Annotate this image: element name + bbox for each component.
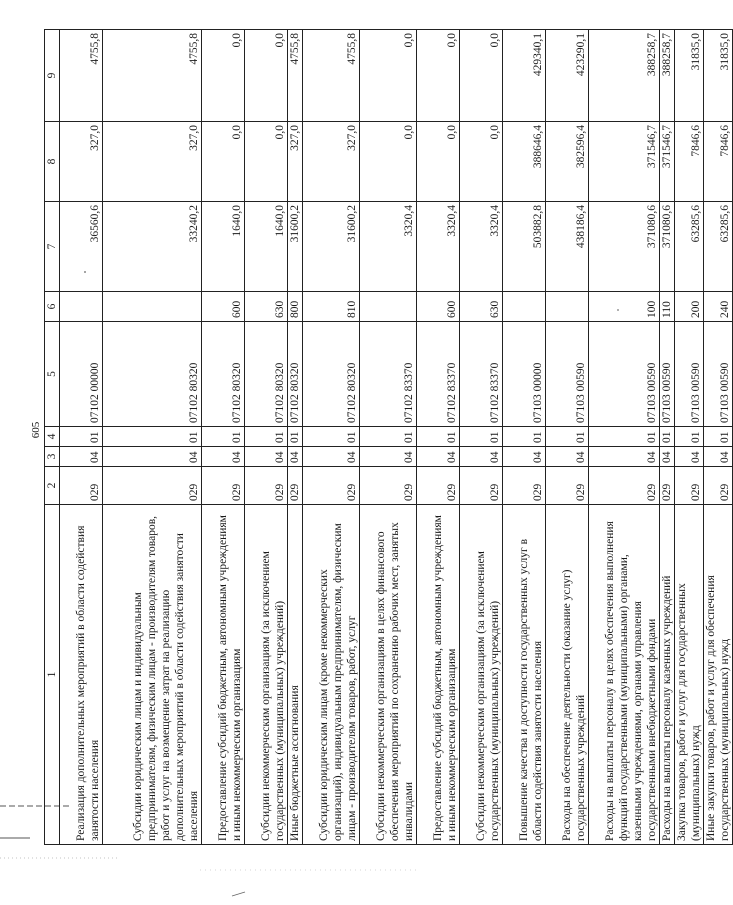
row-value-9: 429340,1 — [503, 30, 546, 122]
row-name: Предоставление субсидий бюджетным, автономным учреждениям и иным некоммерческим организациям — [417, 505, 460, 845]
row-target-code: 07103 00000 — [503, 322, 546, 427]
table-row — [288, 30, 303, 845]
row-value-7: 1640,0 — [202, 202, 245, 292]
row-grbs: 029 — [589, 467, 660, 505]
row-subsection: 01 — [660, 427, 675, 447]
row-section: 04 — [704, 447, 733, 467]
row-expense-type — [103, 292, 202, 322]
row-value-8: 382596,4 — [546, 122, 589, 202]
row-target-code: 07102 00000 — [60, 322, 103, 427]
row-value-9: 0,0 — [202, 30, 245, 122]
table-row — [546, 30, 589, 845]
row-target-code: 07102 83370 — [360, 322, 417, 427]
row-subsection: 01 — [303, 427, 360, 447]
row-value-7: 31600,2 — [303, 202, 360, 292]
row-section: 04 — [417, 447, 460, 467]
row-name: Предоставление субсидий бюджетным, автономным учреждениям и иным некоммерческим организациям — [202, 505, 245, 845]
row-target-code: 07103 00590 — [704, 322, 733, 427]
row-name: Реализация дополнительных мероприятий в области содействия занятости населения — [60, 505, 103, 845]
col-header-5: 5 — [45, 322, 60, 427]
table-row — [675, 30, 704, 845]
row-expense-type — [60, 292, 103, 322]
col-header-3: 3 — [45, 447, 60, 467]
row-value-8: 0,0 — [202, 122, 245, 202]
row-section: 04 — [360, 447, 417, 467]
row-expense-type: 110 — [660, 292, 675, 322]
table-row — [660, 30, 675, 845]
row-subsection: 01 — [202, 427, 245, 447]
row-grbs: 029 — [503, 467, 546, 505]
row-expense-type: 100 — [589, 292, 660, 322]
row-target-code: 07103 00590 — [675, 322, 704, 427]
row-value-8: 327,0 — [288, 122, 303, 202]
row-expense-type: 810 — [303, 292, 360, 322]
row-value-9: 388258,7 — [660, 30, 675, 122]
row-grbs: 029 — [288, 467, 303, 505]
page-number: 605 — [30, 421, 42, 439]
row-value-7: 33240,2 — [103, 202, 202, 292]
rotated-page — [30, 30, 731, 845]
row-name: Субсидии юридическим лицам (кроме некоммерческих организаций), индивидуальным предпринимателям, физическим лицам - производителям товаров, работ, услуг — [303, 505, 360, 845]
row-expense-type: 600 — [202, 292, 245, 322]
row-subsection: 01 — [417, 427, 460, 447]
col-header-7: 7 — [45, 202, 60, 292]
row-value-9: 388258,7 — [589, 30, 660, 122]
row-target-code: 07102 80320 — [202, 322, 245, 427]
table-row — [360, 30, 417, 845]
row-name: Повышение качества и доступности государственных услуг в области содействия занятости населения — [503, 505, 546, 845]
row-value-8: 327,0 — [103, 122, 202, 202]
table-row — [202, 30, 245, 845]
row-target-code: 07102 83370 — [417, 322, 460, 427]
row-grbs: 029 — [245, 467, 288, 505]
row-expense-type — [546, 292, 589, 322]
row-value-7: 3320,4 — [360, 202, 417, 292]
row-expense-type: 630 — [460, 292, 503, 322]
row-value-9: 31835,0 — [704, 30, 733, 122]
row-target-code: 07102 80320 — [303, 322, 360, 427]
row-value-9: 31835,0 — [675, 30, 704, 122]
row-value-9: 0,0 — [245, 30, 288, 122]
row-section: 04 — [589, 447, 660, 467]
row-target-code: 07102 80320 — [288, 322, 303, 427]
row-value-9: 4755,8 — [60, 30, 103, 122]
row-section: 04 — [288, 447, 303, 467]
row-section: 04 — [202, 447, 245, 467]
row-target-code: 07102 80320 — [103, 322, 202, 427]
row-value-7: 36560,6 — [60, 202, 103, 292]
row-target-code: 07103 00590 — [546, 322, 589, 427]
row-subsection: 01 — [460, 427, 503, 447]
row-section: 04 — [103, 447, 202, 467]
table-row — [704, 30, 733, 845]
row-subsection: 01 — [546, 427, 589, 447]
row-name: Расходы на выплаты персоналу в целях обеспечения выполнения функций государственными (муниципальными) органами, казенными учреждениями, органами управления государственными внебюджетными фондами — [589, 505, 660, 845]
col-header-9: 9 — [45, 30, 60, 122]
row-section: 04 — [660, 447, 675, 467]
row-value-8: 0,0 — [417, 122, 460, 202]
row-value-8: 0,0 — [245, 122, 288, 202]
row-expense-type: 630 — [245, 292, 288, 322]
row-expense-type: 240 — [704, 292, 733, 322]
row-section: 04 — [460, 447, 503, 467]
row-subsection: 01 — [103, 427, 202, 447]
table-row — [589, 30, 660, 845]
row-target-code: 07102 83370 — [460, 322, 503, 427]
row-grbs: 029 — [460, 467, 503, 505]
row-expense-type: 800 — [288, 292, 303, 322]
row-expense-type — [503, 292, 546, 322]
col-header-2: 2 — [45, 467, 60, 505]
row-section: 04 — [503, 447, 546, 467]
row-target-code: 07103 00590 — [589, 322, 660, 427]
row-value-8: 7846,6 — [704, 122, 733, 202]
row-value-7: 371080,6 — [660, 202, 675, 292]
row-subsection: 01 — [704, 427, 733, 447]
row-grbs: 029 — [704, 467, 733, 505]
row-value-9: 4755,8 — [103, 30, 202, 122]
table-row — [303, 30, 360, 845]
row-value-7: 3320,4 — [460, 202, 503, 292]
row-value-7: 63285,6 — [675, 202, 704, 292]
table-row — [460, 30, 503, 845]
row-value-9: 4755,8 — [303, 30, 360, 122]
row-value-8: 388646,4 — [503, 122, 546, 202]
row-value-8: 7846,6 — [675, 122, 704, 202]
row-subsection: 01 — [675, 427, 704, 447]
row-value-9: 0,0 — [417, 30, 460, 122]
row-name: Иные закупки товаров, работ и услуг для обеспечения государственных (муниципальных) нужд — [704, 505, 733, 845]
table-row — [103, 30, 202, 845]
table-row — [503, 30, 546, 845]
row-grbs: 029 — [417, 467, 460, 505]
row-value-9: 0,0 — [460, 30, 503, 122]
row-subsection: 01 — [503, 427, 546, 447]
row-value-8: 327,0 — [303, 122, 360, 202]
row-expense-type: 600 — [417, 292, 460, 322]
row-grbs: 029 — [360, 467, 417, 505]
row-value-7: 3320,4 — [417, 202, 460, 292]
row-grbs: 029 — [303, 467, 360, 505]
row-value-7: 1640,0 — [245, 202, 288, 292]
row-name: Закупка товаров, работ и услуг для государственных (муниципальных) нужд — [675, 505, 704, 845]
col-header-8: 8 — [45, 122, 60, 202]
row-section: 04 — [675, 447, 704, 467]
table-row — [60, 30, 103, 845]
row-subsection: 01 — [245, 427, 288, 447]
row-grbs: 029 — [60, 467, 103, 505]
row-target-code: 07103 00590 — [660, 322, 675, 427]
row-name: Расходы на обеспечение деятельности (оказание услуг) государственных учреждений — [546, 505, 589, 845]
row-grbs: 029 — [546, 467, 589, 505]
row-name: Субсидии некоммерческим организациям (за исключением государственных (муниципальных) учреждений) — [460, 505, 503, 845]
row-grbs: 029 — [202, 467, 245, 505]
row-value-8: 371546,7 — [660, 122, 675, 202]
row-subsection: 01 — [360, 427, 417, 447]
row-name: Субсидии некоммерческим организациям (за исключением государственных (муниципальных) учреждений) — [245, 505, 288, 845]
row-value-8: 327,0 — [60, 122, 103, 202]
column-number-row — [45, 30, 60, 845]
row-subsection: 01 — [589, 427, 660, 447]
row-value-7: 371080,6 — [589, 202, 660, 292]
row-value-9: 0,0 — [360, 30, 417, 122]
row-expense-type — [360, 292, 417, 322]
row-value-7: 438186,4 — [546, 202, 589, 292]
row-value-9: 423290,1 — [546, 30, 589, 122]
row-value-7: 31600,2 — [288, 202, 303, 292]
row-name: Субсидии юридическим лицам и индивидуальным предпринимателям, физическим лицам - производителям товаров, работ и услуг на возмещение затрат на реализацию дополнительных мероприятий в области содействия занятости населения — [103, 505, 202, 845]
row-value-9: 4755,8 — [288, 30, 303, 122]
row-name: Расходы на выплаты персоналу казенных учреждений — [660, 505, 675, 845]
row-value-7: 503882,8 — [503, 202, 546, 292]
row-section: 04 — [60, 447, 103, 467]
row-name: Субсидии некоммерческим организациям в целях финансового обеспечения мероприятий по сохранению рабочих мест, занятых инвалидами — [360, 505, 417, 845]
row-section: 04 — [245, 447, 288, 467]
row-grbs: 029 — [103, 467, 202, 505]
row-expense-type: 200 — [675, 292, 704, 322]
row-grbs: 029 — [675, 467, 704, 505]
table-row — [417, 30, 460, 845]
row-name: Иные бюджетные ассигнования — [288, 505, 303, 845]
budget-table — [44, 29, 733, 845]
row-value-8: 0,0 — [360, 122, 417, 202]
row-section: 04 — [303, 447, 360, 467]
row-value-8: 371546,7 — [589, 122, 660, 202]
col-header-6: 6 — [45, 292, 60, 322]
row-section: 04 — [546, 447, 589, 467]
row-value-8: 0,0 — [460, 122, 503, 202]
row-target-code: 07102 80320 — [245, 322, 288, 427]
row-value-7: 63285,6 — [704, 202, 733, 292]
table-row — [245, 30, 288, 845]
col-header-4: 4 — [45, 427, 60, 447]
row-subsection: 01 — [60, 427, 103, 447]
row-subsection: 01 — [288, 427, 303, 447]
col-header-1: 1 — [45, 505, 60, 845]
row-grbs: 029 — [660, 467, 675, 505]
